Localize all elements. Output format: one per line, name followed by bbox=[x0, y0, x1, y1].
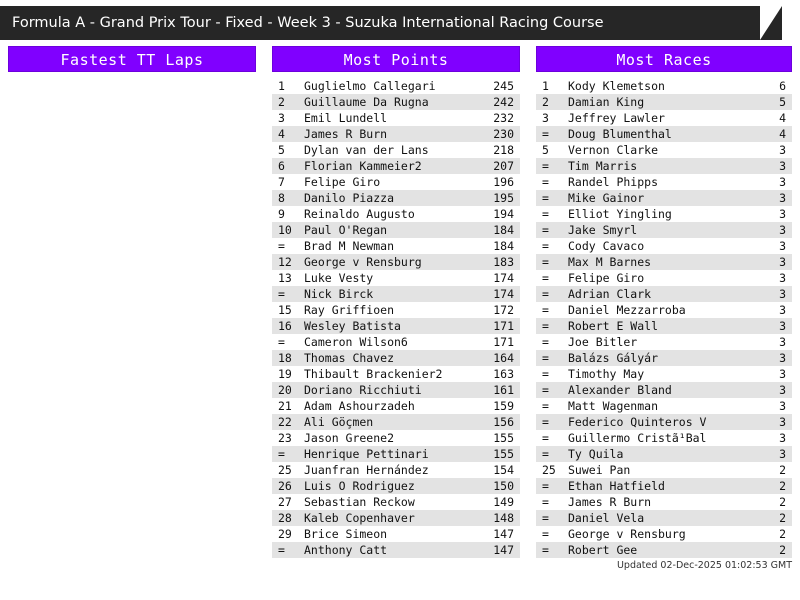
row-position: = bbox=[542, 527, 549, 541]
row-value: 5 bbox=[758, 94, 792, 110]
row-driver-name: Jason Greene2 bbox=[304, 431, 395, 445]
table-body-most-races bbox=[536, 78, 792, 558]
table-row bbox=[272, 350, 520, 366]
row-driver-name: James R Burn bbox=[568, 495, 652, 509]
table-row bbox=[536, 446, 792, 462]
row-value: 150 bbox=[486, 478, 520, 494]
row-driver-name: Robert Gee bbox=[562, 542, 758, 558]
row-value: 3 bbox=[758, 222, 792, 238]
row-driver-name: Max M Barnes bbox=[562, 254, 758, 270]
row-driver-name: Vernon Clarke bbox=[568, 143, 659, 157]
table-row bbox=[272, 110, 520, 126]
row-position: = bbox=[536, 510, 562, 526]
row-value: 171 bbox=[493, 335, 514, 349]
row-value: 207 bbox=[486, 158, 520, 174]
row-driver-name: George v Rensburg bbox=[568, 527, 686, 541]
row-driver-name: Brice Simeon bbox=[304, 527, 388, 541]
row-driver-name: George v Rensburg bbox=[298, 254, 486, 270]
row-position: = bbox=[542, 399, 549, 413]
row-position: 19 bbox=[278, 367, 292, 381]
row-value: 163 bbox=[493, 367, 514, 381]
table-row bbox=[272, 94, 520, 110]
row-position: = bbox=[542, 335, 549, 349]
row-position: = bbox=[272, 542, 298, 558]
table-row bbox=[272, 206, 520, 222]
table-row bbox=[536, 174, 792, 190]
row-value: 2 bbox=[779, 495, 786, 509]
row-position: 22 bbox=[272, 414, 298, 430]
row-driver-name: Juanfran Hernández bbox=[304, 463, 429, 477]
row-position: 5 bbox=[542, 143, 549, 157]
row-position: 21 bbox=[278, 399, 292, 413]
table-row bbox=[272, 174, 520, 190]
row-driver-name: Ali Göçmen bbox=[298, 414, 486, 430]
panel-most-points bbox=[272, 46, 520, 558]
row-position: 28 bbox=[272, 510, 298, 526]
panel-fastest-tt-laps bbox=[8, 46, 256, 78]
row-driver-name: Doriano Ricchiuti bbox=[298, 382, 486, 398]
row-driver-name: Jeffrey Lawler bbox=[568, 111, 665, 125]
table-row bbox=[536, 190, 792, 206]
table-row bbox=[272, 254, 520, 270]
table-most-races bbox=[536, 78, 792, 558]
row-driver-name: Ray Griffioen bbox=[304, 303, 395, 317]
row-position: 25 bbox=[542, 463, 556, 477]
table-row bbox=[272, 446, 520, 462]
table-row bbox=[536, 414, 792, 430]
row-driver-name: Tim Marris bbox=[562, 158, 758, 174]
table-row bbox=[272, 366, 520, 382]
table-row bbox=[272, 270, 520, 286]
row-driver-name: Mike Gainor bbox=[562, 190, 758, 206]
row-driver-name: Emil Lundell bbox=[304, 111, 388, 125]
table-row bbox=[536, 478, 792, 494]
table-row bbox=[536, 270, 792, 286]
panel-header-most-races: Most Races bbox=[536, 46, 792, 72]
table-row bbox=[536, 510, 792, 526]
row-position: 6 bbox=[272, 158, 298, 174]
row-value: 3 bbox=[758, 190, 792, 206]
row-value: 3 bbox=[758, 414, 792, 430]
row-value: 245 bbox=[493, 79, 514, 93]
row-value: 3 bbox=[779, 143, 786, 157]
row-position: 13 bbox=[278, 271, 292, 285]
row-value: 148 bbox=[486, 510, 520, 526]
row-driver-name: Thomas Chavez bbox=[298, 350, 486, 366]
row-value: 194 bbox=[493, 207, 514, 221]
row-position: 25 bbox=[278, 463, 292, 477]
row-position: 27 bbox=[278, 495, 292, 509]
row-driver-name: Luis O Rodriguez bbox=[298, 478, 486, 494]
table-row bbox=[536, 110, 792, 126]
table-row bbox=[272, 382, 520, 398]
table-row bbox=[272, 414, 520, 430]
row-position: = bbox=[542, 271, 549, 285]
row-driver-name: Jake Smyrl bbox=[562, 222, 758, 238]
row-driver-name: Cody Cavaco bbox=[568, 239, 645, 253]
row-position: = bbox=[542, 495, 549, 509]
row-driver-name: Thibault Brackenier2 bbox=[304, 367, 443, 381]
table-row bbox=[272, 302, 520, 318]
table-row bbox=[536, 398, 792, 414]
table-row bbox=[272, 478, 520, 494]
row-driver-name: Felipe Giro bbox=[304, 175, 381, 189]
row-position: = bbox=[542, 207, 549, 221]
row-position: 3 bbox=[542, 111, 549, 125]
row-position: 4 bbox=[272, 126, 298, 142]
row-value: 3 bbox=[779, 335, 786, 349]
table-row bbox=[272, 398, 520, 414]
row-driver-name: Robert E Wall bbox=[562, 318, 758, 334]
row-driver-name: Ty Quila bbox=[562, 446, 758, 462]
row-position: 10 bbox=[272, 222, 298, 238]
table-row bbox=[272, 222, 520, 238]
row-value: 184 bbox=[493, 239, 514, 253]
row-position: 5 bbox=[278, 143, 285, 157]
row-driver-name: Kody Klemetson bbox=[568, 79, 665, 93]
row-value: 3 bbox=[758, 318, 792, 334]
row-position: = bbox=[536, 286, 562, 302]
table-row bbox=[536, 238, 792, 254]
table-row bbox=[536, 78, 792, 94]
row-position: 16 bbox=[272, 318, 298, 334]
row-driver-name: Cameron Wilson6 bbox=[304, 335, 408, 349]
row-driver-name: Matt Wagenman bbox=[568, 399, 659, 413]
row-driver-name: Sebastian Reckow bbox=[304, 495, 415, 509]
row-position: = bbox=[536, 190, 562, 206]
row-value: 3 bbox=[779, 239, 786, 253]
row-position: 26 bbox=[272, 478, 298, 494]
row-driver-name: Daniel Mezzarroba bbox=[568, 303, 686, 317]
row-driver-name: Guglielmo Callegari bbox=[304, 79, 436, 93]
table-row bbox=[272, 462, 520, 478]
row-value: 3 bbox=[779, 431, 786, 445]
row-value: 2 bbox=[758, 510, 792, 526]
table-row bbox=[272, 510, 520, 526]
table-row bbox=[536, 206, 792, 222]
row-value: 2 bbox=[779, 527, 786, 541]
row-value: 154 bbox=[493, 463, 514, 477]
row-value: 3 bbox=[779, 175, 786, 189]
row-position: 3 bbox=[278, 111, 285, 125]
table-row bbox=[272, 126, 520, 142]
table-row bbox=[536, 542, 792, 558]
row-value: 3 bbox=[779, 207, 786, 221]
row-value: 3 bbox=[758, 382, 792, 398]
row-position: 12 bbox=[272, 254, 298, 270]
window-titlebar bbox=[0, 6, 800, 40]
table-row bbox=[536, 142, 792, 158]
row-driver-name: Florian Kammeier2 bbox=[298, 158, 486, 174]
row-driver-name: Kaleb Copenhaver bbox=[298, 510, 486, 526]
page-title: Formula A - Grand Prix Tour - Fixed - Week 3 - Suzuka International Racing Course bbox=[12, 15, 604, 31]
row-value: 2 bbox=[779, 463, 786, 477]
row-driver-name: Randel Phipps bbox=[568, 175, 659, 189]
row-position: 7 bbox=[278, 175, 285, 189]
row-value: 4 bbox=[779, 111, 786, 125]
table-row bbox=[536, 286, 792, 302]
row-driver-name: Reinaldo Augusto bbox=[304, 207, 415, 221]
table-row bbox=[272, 190, 520, 206]
row-value: 174 bbox=[493, 271, 514, 285]
row-position: = bbox=[536, 478, 562, 494]
table-row bbox=[272, 78, 520, 94]
table-row bbox=[536, 158, 792, 174]
row-position: 18 bbox=[272, 350, 298, 366]
table-row bbox=[536, 382, 792, 398]
row-value: 149 bbox=[493, 495, 514, 509]
row-position: 29 bbox=[278, 527, 292, 541]
row-position: = bbox=[536, 318, 562, 334]
row-driver-name: Federico Quinteros V bbox=[562, 414, 758, 430]
row-value: 174 bbox=[486, 286, 520, 302]
row-value: 242 bbox=[486, 94, 520, 110]
row-driver-name: Timothy May bbox=[568, 367, 645, 381]
row-driver-name: Daniel Vela bbox=[562, 510, 758, 526]
row-driver-name: Paul O'Regan bbox=[298, 222, 486, 238]
row-position: 1 bbox=[278, 79, 285, 93]
table-row bbox=[272, 318, 520, 334]
table-row bbox=[536, 526, 792, 542]
table-row bbox=[536, 302, 792, 318]
row-driver-name: Adam Ashourzadeh bbox=[304, 399, 415, 413]
row-driver-name: Henrique Pettinari bbox=[298, 446, 486, 462]
row-driver-name: Dylan van der Lans bbox=[304, 143, 429, 157]
row-driver-name: Alexander Bland bbox=[562, 382, 758, 398]
row-value: 3 bbox=[779, 303, 786, 317]
row-position: = bbox=[536, 414, 562, 430]
table-row bbox=[536, 430, 792, 446]
row-value: 2 bbox=[758, 478, 792, 494]
row-position: 2 bbox=[272, 94, 298, 110]
row-value: 4 bbox=[758, 126, 792, 142]
row-value: 3 bbox=[779, 367, 786, 381]
row-value: 156 bbox=[486, 414, 520, 430]
row-position: = bbox=[536, 382, 562, 398]
row-position: = bbox=[536, 126, 562, 142]
row-position: = bbox=[542, 431, 549, 445]
row-position: = bbox=[272, 446, 298, 462]
row-value: 147 bbox=[493, 527, 514, 541]
table-most-points bbox=[272, 78, 520, 558]
row-position: = bbox=[536, 222, 562, 238]
row-driver-name: Ethan Hatfield bbox=[562, 478, 758, 494]
row-position: = bbox=[536, 446, 562, 462]
row-value: 196 bbox=[493, 175, 514, 189]
row-driver-name: Suwei Pan bbox=[568, 463, 631, 477]
row-driver-name: Guillermo Cristã¹Bal bbox=[568, 431, 707, 445]
row-value: 3 bbox=[779, 271, 786, 285]
row-value: 3 bbox=[779, 399, 786, 413]
row-value: 230 bbox=[486, 126, 520, 142]
row-driver-name: Adrian Clark bbox=[562, 286, 758, 302]
row-value: 155 bbox=[493, 431, 514, 445]
row-value: 172 bbox=[493, 303, 514, 317]
row-position: = bbox=[542, 175, 549, 189]
row-value: 6 bbox=[779, 79, 786, 93]
row-value: 183 bbox=[486, 254, 520, 270]
table-row bbox=[272, 542, 520, 558]
row-driver-name: Damian King bbox=[562, 94, 758, 110]
row-value: 218 bbox=[493, 143, 514, 157]
table-row bbox=[536, 222, 792, 238]
row-position: = bbox=[542, 303, 549, 317]
row-value: 3 bbox=[758, 446, 792, 462]
row-position: = bbox=[278, 239, 285, 253]
row-driver-name: Balázs Gályár bbox=[562, 350, 758, 366]
row-driver-name: Doug Blumenthal bbox=[562, 126, 758, 142]
table-row bbox=[536, 126, 792, 142]
row-position: = bbox=[536, 350, 562, 366]
row-position: 2 bbox=[536, 94, 562, 110]
updated-timestamp: Updated 02-Dec-2025 01:02:53 GMT bbox=[616, 560, 792, 571]
row-value: 159 bbox=[493, 399, 514, 413]
row-position: = bbox=[536, 158, 562, 174]
row-value: 155 bbox=[486, 446, 520, 462]
row-position: 23 bbox=[278, 431, 292, 445]
table-row bbox=[536, 494, 792, 510]
titlebar-angled-edge bbox=[760, 6, 782, 40]
row-value: 3 bbox=[758, 350, 792, 366]
row-position: 15 bbox=[278, 303, 292, 317]
row-value: 164 bbox=[486, 350, 520, 366]
table-row bbox=[536, 350, 792, 366]
row-position: = bbox=[272, 286, 298, 302]
panel-header-most-points: Most Points bbox=[272, 46, 520, 72]
table-row bbox=[272, 526, 520, 542]
table-row bbox=[272, 142, 520, 158]
row-driver-name: Guillaume Da Rugna bbox=[298, 94, 486, 110]
table-row bbox=[272, 158, 520, 174]
row-driver-name: Wesley Batista bbox=[298, 318, 486, 334]
row-position: = bbox=[542, 239, 549, 253]
row-position: = bbox=[536, 542, 562, 558]
row-driver-name: Anthony Catt bbox=[298, 542, 486, 558]
table-body-most-points bbox=[272, 78, 520, 558]
table-row bbox=[536, 334, 792, 350]
table-row bbox=[272, 286, 520, 302]
row-driver-name: Elliot Yingling bbox=[568, 207, 672, 221]
row-value: 171 bbox=[486, 318, 520, 334]
table-row bbox=[272, 430, 520, 446]
table-row bbox=[272, 494, 520, 510]
panel-most-races bbox=[536, 46, 792, 558]
row-position: = bbox=[536, 254, 562, 270]
row-value: 184 bbox=[486, 222, 520, 238]
table-row bbox=[536, 254, 792, 270]
table-row bbox=[536, 318, 792, 334]
row-value: 3 bbox=[758, 286, 792, 302]
row-value: 147 bbox=[486, 542, 520, 558]
row-value: 3 bbox=[758, 254, 792, 270]
table-row bbox=[272, 238, 520, 254]
row-value: 195 bbox=[486, 190, 520, 206]
table-row bbox=[536, 94, 792, 110]
row-position: = bbox=[542, 367, 549, 381]
row-driver-name: Luke Vesty bbox=[304, 271, 374, 285]
row-driver-name: Joe Bitler bbox=[568, 335, 638, 349]
row-driver-name: James R Burn bbox=[298, 126, 486, 142]
row-value: 3 bbox=[758, 158, 792, 174]
row-driver-name: Felipe Giro bbox=[568, 271, 645, 285]
row-position: 1 bbox=[542, 79, 549, 93]
row-position: 9 bbox=[278, 207, 285, 221]
table-row bbox=[536, 366, 792, 382]
row-value: 2 bbox=[758, 542, 792, 558]
row-driver-name: Nick Birck bbox=[298, 286, 486, 302]
row-position: 20 bbox=[272, 382, 298, 398]
row-value: 161 bbox=[486, 382, 520, 398]
row-driver-name: Danilo Piazza bbox=[298, 190, 486, 206]
row-driver-name: Brad M Newman bbox=[304, 239, 395, 253]
table-row bbox=[536, 462, 792, 478]
row-position: = bbox=[278, 335, 285, 349]
row-value: 232 bbox=[493, 111, 514, 125]
table-row bbox=[272, 334, 520, 350]
panel-header-fastest-tt-laps: Fastest TT Laps bbox=[8, 46, 256, 72]
row-position: 8 bbox=[272, 190, 298, 206]
